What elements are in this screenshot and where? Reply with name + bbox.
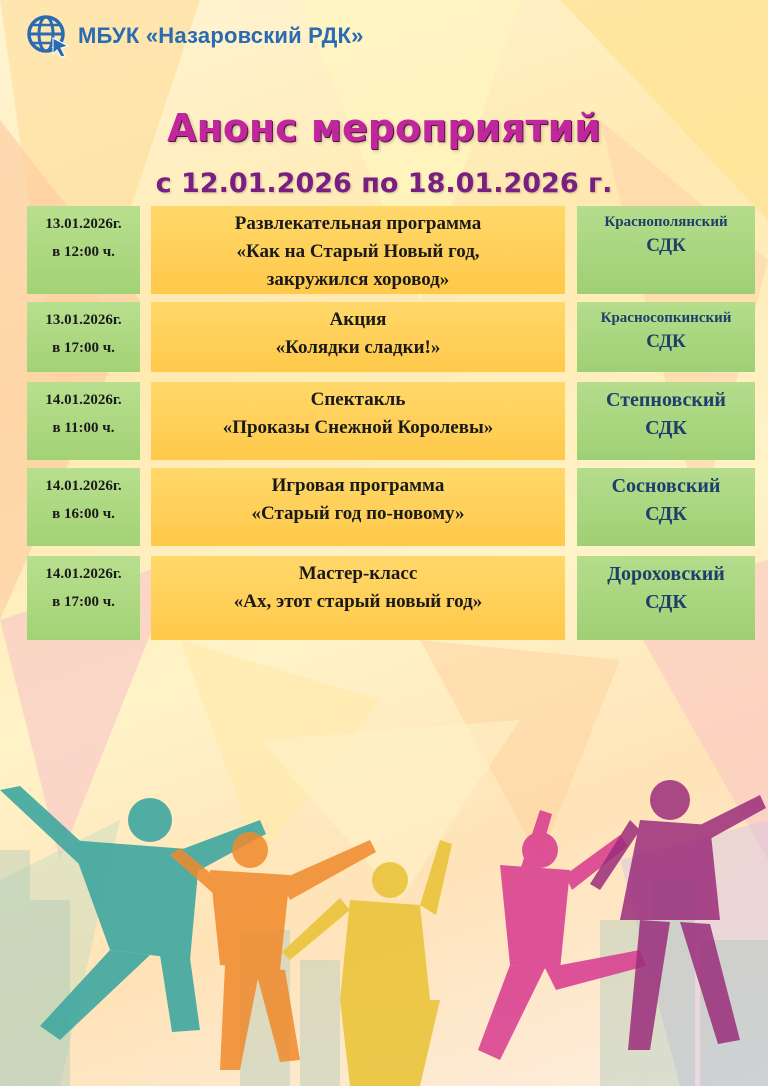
event-time: в 17:00 ч.	[52, 594, 115, 610]
event-desc-cell	[151, 206, 565, 294]
event-venue-type: СДК	[646, 235, 686, 256]
event-venue-cell	[577, 206, 755, 294]
org-name: МБУК «Назаровский РДК»	[78, 23, 364, 48]
event-date-cell	[27, 302, 140, 372]
event-title: «Проказы Снежной Королевы»	[222, 417, 494, 438]
event-venue-type: СДК	[645, 503, 687, 525]
event-type: Развлекательная программа	[234, 213, 482, 234]
event-time: в 11:00 ч.	[52, 420, 115, 436]
event-time: в 12:00 ч.	[52, 244, 115, 260]
event-time: в 16:00 ч.	[52, 506, 115, 522]
event-date-cell	[27, 382, 140, 460]
event-desc-cell	[151, 468, 565, 546]
page-title: Анонс мероприятий	[167, 106, 601, 150]
event-venue-cell	[577, 556, 755, 640]
event-date: 13.01.2026г.	[45, 216, 122, 232]
event-venue-type: СДК	[645, 417, 687, 439]
event-desc-cell	[151, 382, 565, 460]
event-type: Игровая программа	[271, 475, 445, 496]
event-venue-cell	[577, 302, 755, 372]
event-venue-cell	[577, 468, 755, 546]
event-venue: Степновский	[606, 389, 726, 411]
event-type: Спектакль	[310, 389, 406, 410]
event-title: «Колядки сладки!»	[275, 337, 441, 358]
event-venue-type: СДК	[646, 331, 686, 352]
event-date-cell	[27, 206, 140, 294]
event-date: 13.01.2026г.	[45, 312, 122, 328]
event-type: Мастер-класс	[298, 563, 418, 584]
event-venue: Дороховский	[607, 563, 725, 585]
event-date: 14.01.2026г.	[45, 478, 122, 494]
event-desc-cell	[151, 556, 565, 640]
event-type: Акция	[329, 309, 387, 330]
event-date: 14.01.2026г.	[45, 566, 122, 582]
event-time: в 17:00 ч.	[52, 340, 115, 356]
event-title: «Ах, этот старый новый год»	[233, 591, 483, 612]
event-date-cell	[27, 556, 140, 640]
event-venue: Краснополянский	[604, 214, 728, 230]
event-title: «Как на Старый Новый год,	[236, 241, 480, 262]
event-date-cell	[27, 468, 140, 546]
event-venue: Красносопкинский	[600, 310, 732, 326]
event-title-cont: закружился хоровод»	[266, 269, 450, 290]
event-venue-type: СДК	[645, 591, 687, 613]
event-venue: Сосновский	[611, 475, 721, 497]
event-venue-cell	[577, 382, 755, 460]
event-desc-cell	[151, 302, 565, 372]
date-range: с 12.01.2026 по 18.01.2026 г.	[155, 168, 613, 199]
event-title: «Старый год по-новому»	[251, 503, 465, 524]
event-date: 14.01.2026г.	[45, 392, 122, 408]
